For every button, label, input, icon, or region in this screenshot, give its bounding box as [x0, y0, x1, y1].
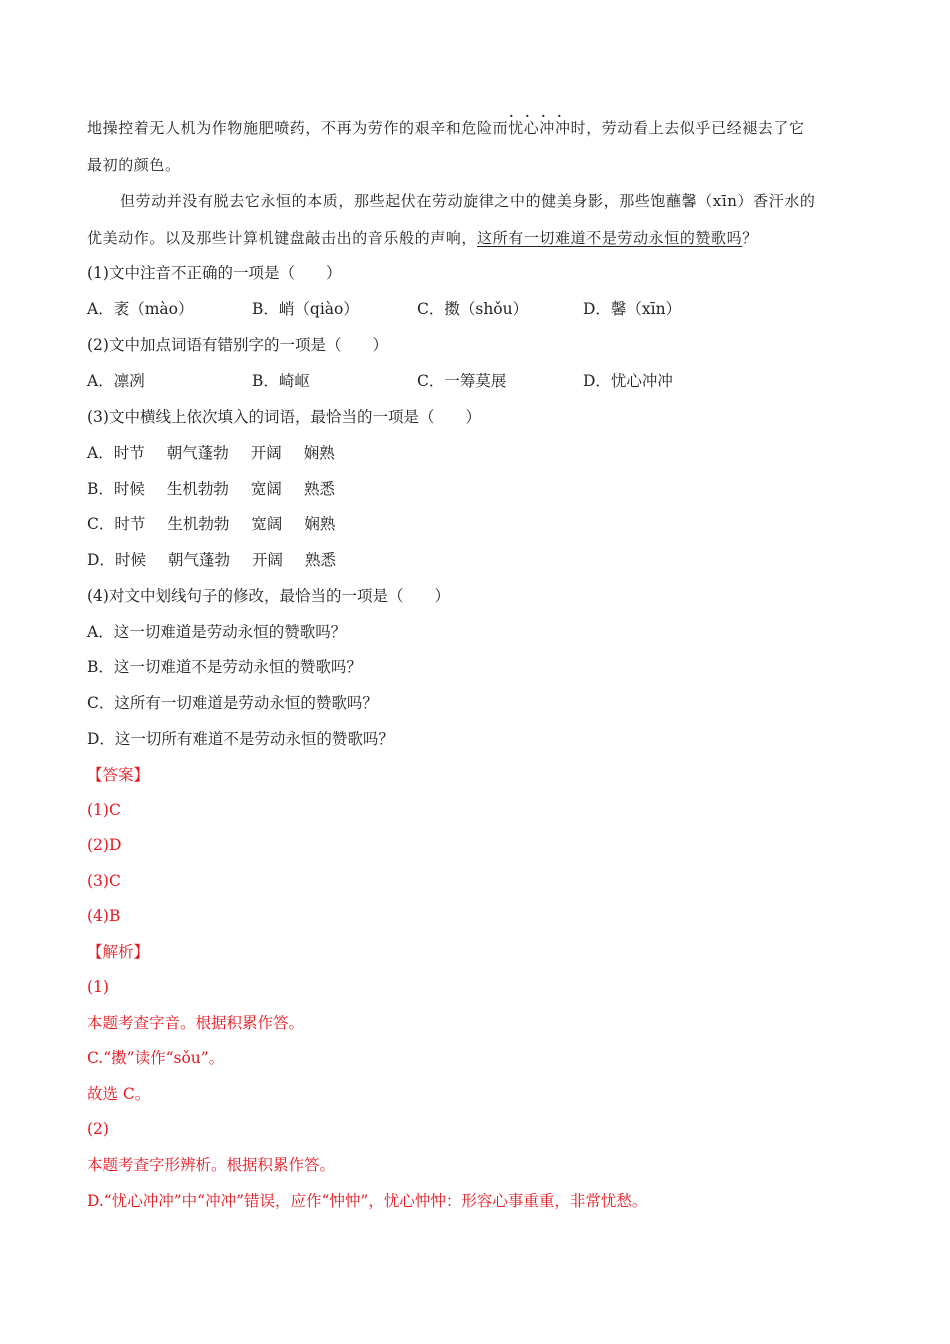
option-word: 时节 — [114, 515, 146, 533]
q4-option-a: A．这一切难道是劳动永恒的赞歌吗？ — [87, 623, 347, 641]
answer-item-4: (4)B — [87, 907, 121, 925]
passage-line-4 — [87, 228, 758, 248]
option-word: 时节 — [113, 444, 145, 462]
passage-line-3: 但劳动并没有脱去它永恒的本质，那些起伏在劳动旋律之中的健美身影，那些饱蘸馨（xīn）香汗水的 — [120, 192, 816, 210]
emphasis-dot: · — [525, 109, 530, 123]
passage-line-2: 最初的颜色。 — [87, 156, 181, 174]
option-word: 朝气蓬勃 — [166, 444, 229, 462]
underlined-sentence: 这所有一切难道不是劳动永恒的赞歌吗 — [477, 229, 743, 247]
option-letter: A． — [87, 444, 114, 462]
analysis-line: 本题考查字形辨析。根据积累作答。 — [87, 1156, 336, 1174]
option-word: 宽阔 — [251, 515, 283, 533]
emphasis-dot: · — [509, 109, 514, 123]
option-word: 生机勃勃 — [167, 515, 230, 533]
option-word: 朝气蓬勃 — [167, 551, 230, 569]
passage-line-1 — [87, 109, 805, 138]
answer-item-1: (1)C — [87, 801, 121, 819]
option-letter: D． — [87, 551, 115, 569]
option-word: 开阔 — [251, 551, 283, 569]
option-letter: C． — [87, 515, 115, 533]
answer-item-3: (3)C — [87, 872, 121, 890]
passage-text: 优美动作。以及那些计算机键盘敲击出的音乐般的声响， — [87, 229, 478, 247]
option-word: 娴熟 — [303, 444, 335, 462]
q3-option-a — [87, 443, 335, 463]
analysis-line: (2) — [87, 1120, 109, 1138]
answer-heading: 【答案】 — [87, 766, 150, 784]
passage-text: 地操控着无人机为作物施肥喷药，不再为劳作的艰辛和危险而 — [87, 119, 509, 137]
question-2-stem: (2)文中加点词语有错别字的一项是（ ） — [87, 336, 388, 354]
q2-option-b: B．崎岖 — [252, 372, 310, 390]
option-word: 生机勃勃 — [166, 480, 229, 498]
answer-item-2: (2)D — [87, 836, 122, 854]
analysis-line: 本题考查字音。根据积累作答。 — [87, 1014, 305, 1032]
q2-option-d: D．忧心冲冲 — [583, 372, 673, 390]
q2-option-a: A．凛冽 — [87, 372, 145, 390]
option-word: 时候 — [113, 480, 145, 498]
analysis-line: 故选 C。 — [87, 1085, 151, 1103]
q1-option-d: D．馨（xīn） — [583, 300, 682, 318]
question-3-stem: (3)文中横线上依次填入的词语，最恰当的一项是（ ） — [87, 408, 481, 426]
emphasis-dot: · — [557, 109, 562, 123]
passage-text: ？ — [742, 229, 758, 247]
question-1-stem: (1)文中注音不正确的一项是（ ） — [87, 264, 342, 282]
analysis-line: C.“擞”读作“sǒu”。 — [87, 1049, 225, 1067]
analysis-line: D.“忧心冲冲”中“冲冲”错误，应作“忡忡”，忧心忡忡：形容心事重重，非常忧愁。 — [87, 1192, 648, 1210]
question-4-stem: (4)对文中划线句子的修改，最恰当的一项是（ ） — [87, 587, 450, 605]
q3-option-c — [87, 514, 335, 534]
q3-option-d — [87, 550, 336, 570]
q2-option-c: C．一筹莫展 — [417, 372, 507, 390]
option-word: 熟悉 — [303, 480, 335, 498]
q4-option-c: C．这所有一切难道是劳动永恒的赞歌吗？ — [87, 694, 378, 712]
dotted-word — [508, 109, 571, 137]
option-word: 时候 — [114, 551, 146, 569]
emphasis-dot: · — [541, 109, 546, 123]
option-word: 娴熟 — [304, 515, 336, 533]
q1-option-b: B．峭（qiào） — [252, 300, 359, 318]
q1-option-a: A．袤（mào） — [87, 300, 194, 318]
option-word: 熟悉 — [304, 551, 336, 569]
option-word: 开阔 — [250, 444, 282, 462]
option-letter: B． — [87, 480, 114, 498]
q1-option-c: C．擞（shǒu） — [417, 300, 529, 318]
q4-option-d: D．这一切所有难道不是劳动永恒的赞歌吗？ — [87, 730, 394, 748]
analysis-line: (1) — [87, 978, 109, 996]
option-word: 宽阔 — [250, 480, 282, 498]
q4-option-b: B．这一切难道不是劳动永恒的赞歌吗？ — [87, 658, 362, 676]
q3-option-b — [87, 479, 335, 499]
dotted-word-text: 忧心冲冲 — [508, 119, 571, 137]
analysis-heading: 【解析】 — [87, 943, 150, 961]
passage-text: 时，劳动看上去似乎已经褪去了它 — [570, 119, 805, 137]
